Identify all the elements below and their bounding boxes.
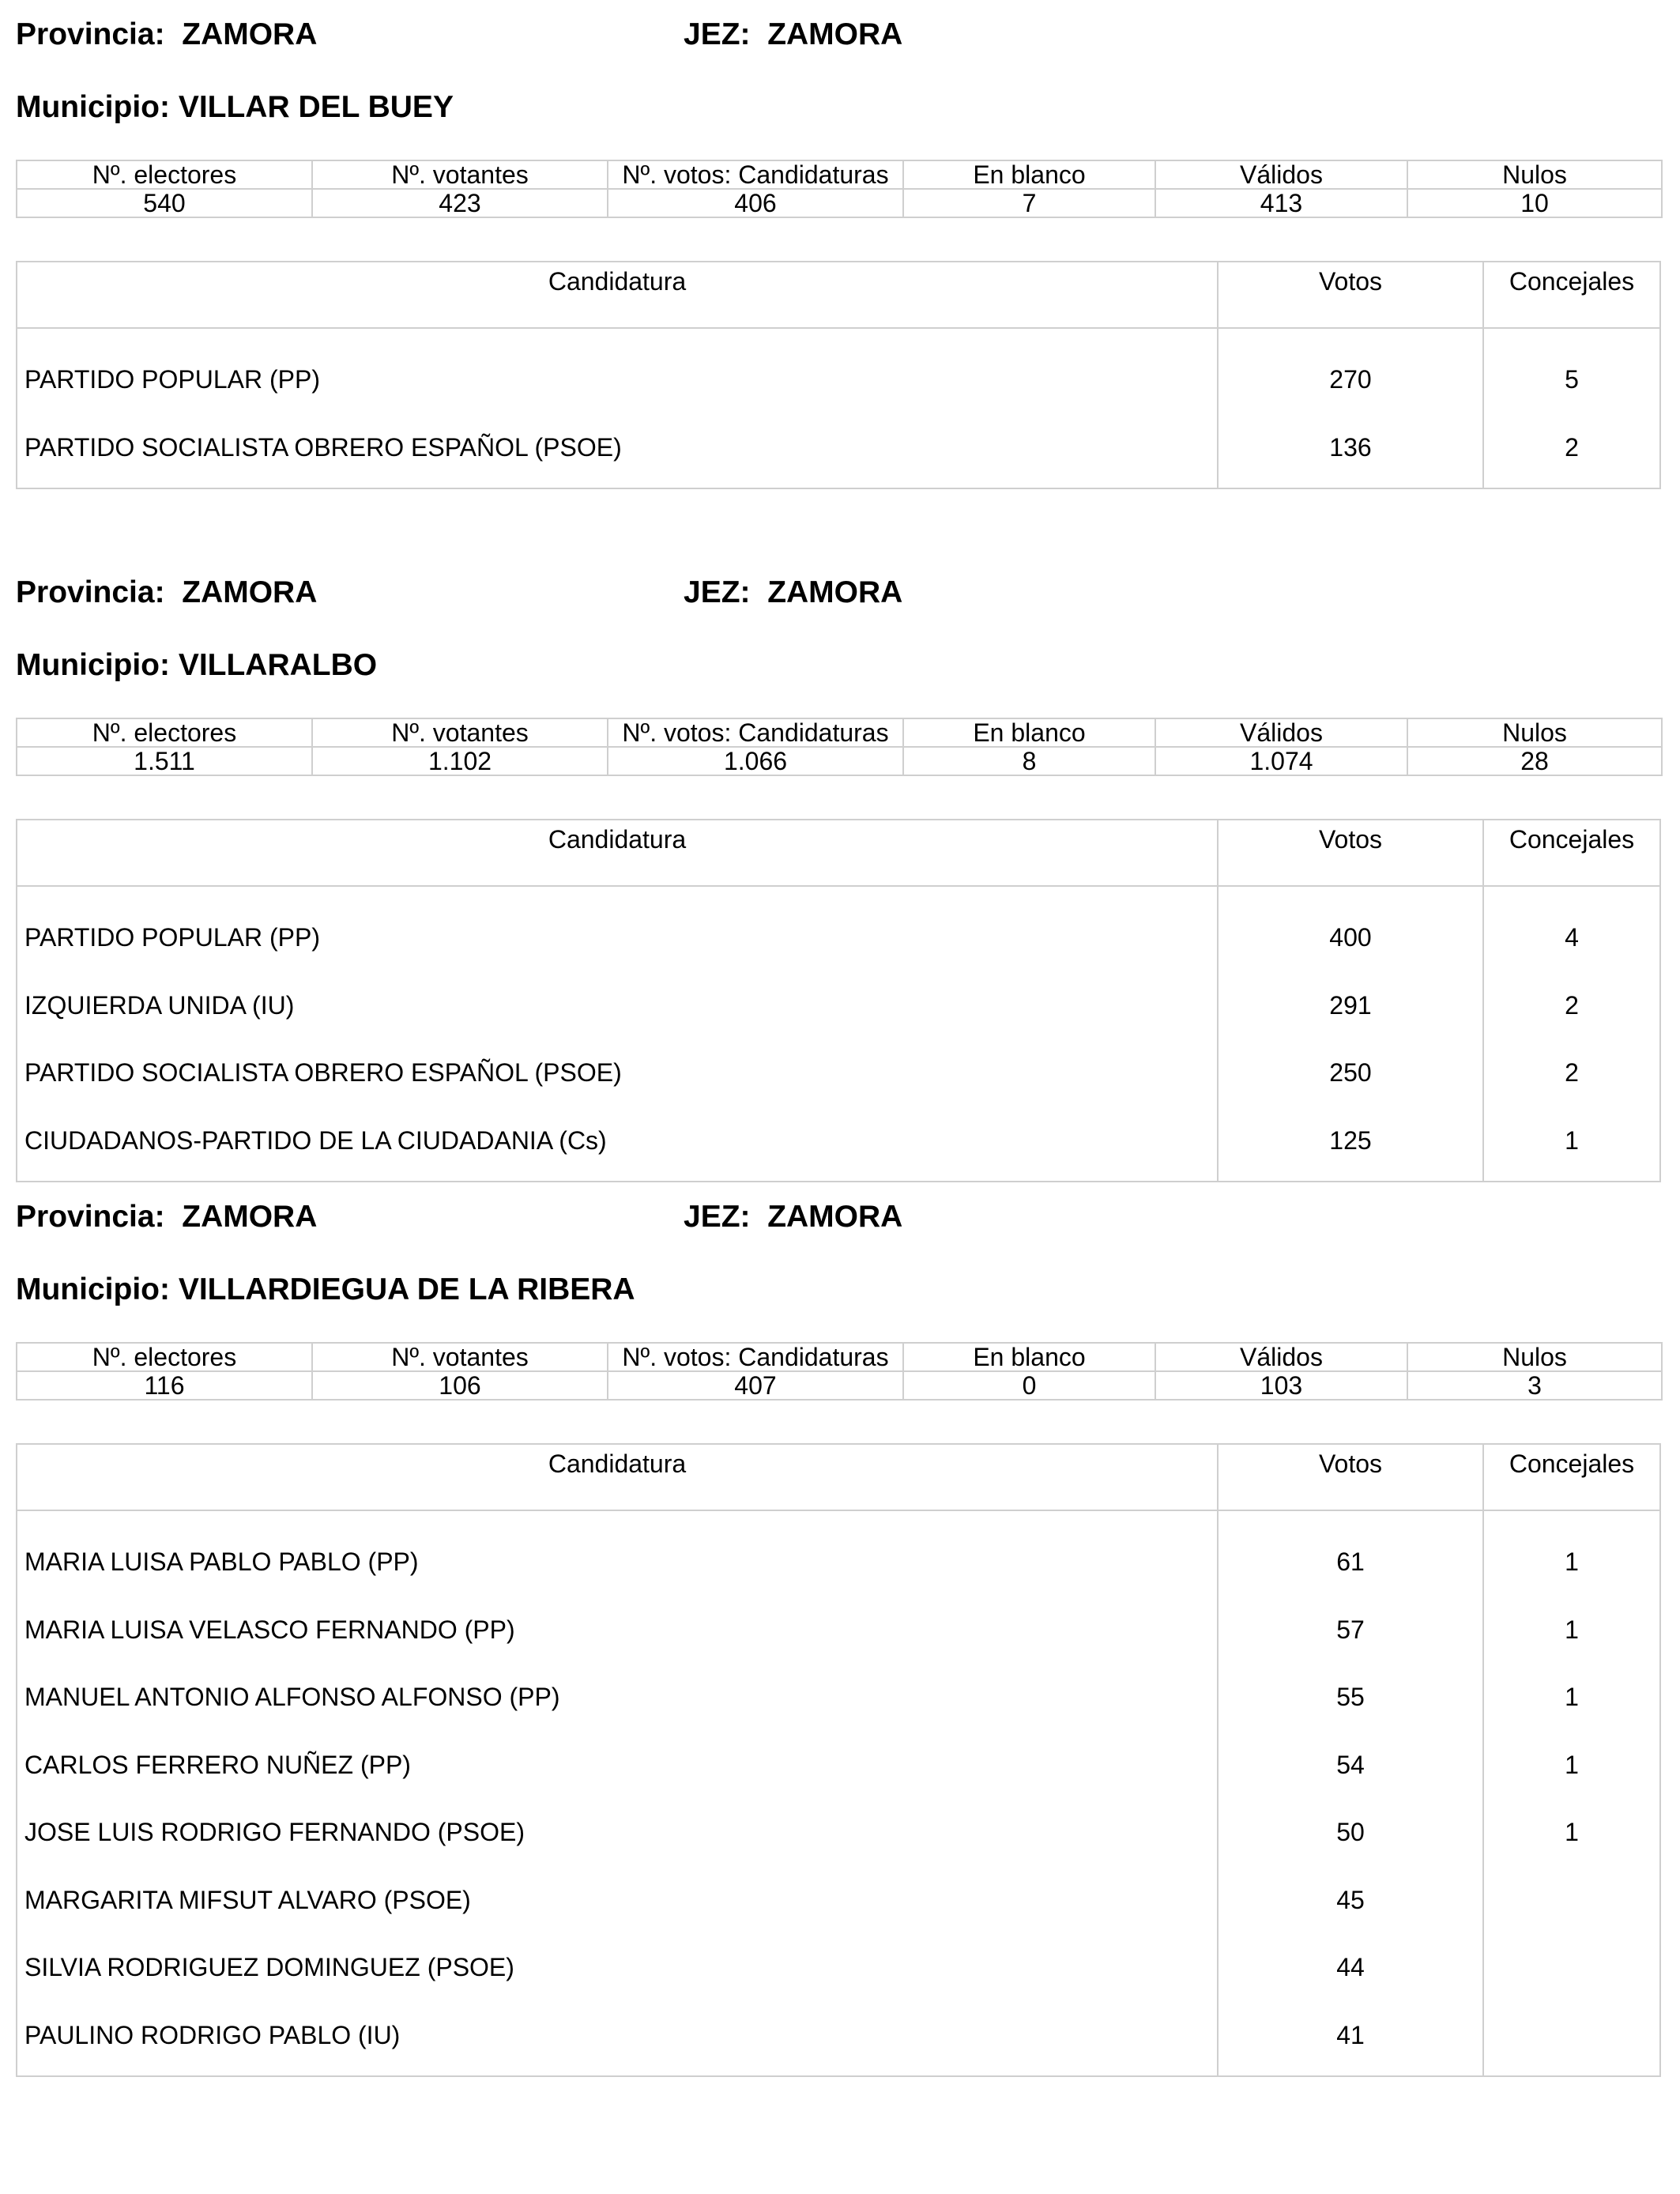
candidate-concejales: 4 <box>1565 923 1579 952</box>
stats-header: En blanco <box>903 1343 1155 1371</box>
candidate-concejales: 1 <box>1565 1615 1579 1644</box>
stats-value: 407 <box>608 1371 903 1400</box>
candidate-concejales: 1 <box>1565 1547 1579 1576</box>
stats-header: Nº. votantes <box>312 1343 608 1371</box>
stats-value: 8 <box>903 747 1155 775</box>
stats-value: 406 <box>608 189 903 217</box>
candidate-votes: 125 <box>1329 1125 1372 1155</box>
stats-header: Nº. votantes <box>312 718 608 747</box>
stats-header: Válidos <box>1155 160 1407 189</box>
candidate-votes: 44 <box>1336 1953 1365 1981</box>
stats-header: Nº. votos: Candidaturas <box>608 718 903 747</box>
candidate-name: IZQUIERDA UNIDA (IU) <box>24 990 295 1020</box>
stats-header: Nº. votantes <box>312 160 608 189</box>
candidate-concejales: 1 <box>1565 1750 1579 1779</box>
votos-header: Votos <box>1217 820 1482 885</box>
municipio-heading: Municipio: VILLARALBO <box>16 648 378 682</box>
municipio-heading: Municipio: VILLARDIEGUA DE LA RIBERA <box>16 1272 635 1306</box>
stats-value: 1.511 <box>17 747 312 775</box>
candidate-votes: 270 <box>1329 365 1372 394</box>
stats-value: 413 <box>1155 189 1407 217</box>
stats-value: 103 <box>1155 1371 1407 1400</box>
stats-header: Nº. votos: Candidaturas <box>608 160 903 189</box>
stats-header: Nulos <box>1407 1343 1662 1371</box>
stats-value: 0 <box>903 1371 1155 1400</box>
candidate-votes: 61 <box>1336 1547 1365 1576</box>
candidate-concejales <box>1484 1934 1659 2002</box>
stats-header: En blanco <box>903 718 1155 747</box>
candidate-concejales <box>1484 2002 1659 2070</box>
stats-header: Válidos <box>1155 718 1407 747</box>
stats-value: 423 <box>312 189 608 217</box>
provincia-heading: Provincia: ZAMORA <box>16 17 318 51</box>
candidate-name: MARIA LUISA VELASCO FERNANDO (PP) <box>24 1615 515 1644</box>
candidate-votes: 136 <box>1329 432 1372 462</box>
votos-header: Votos <box>1217 262 1482 327</box>
stats-value: 28 <box>1407 747 1662 775</box>
concejales-header: Concejales <box>1482 820 1659 885</box>
candidate-name: PARTIDO POPULAR (PP) <box>24 365 320 394</box>
candidate-concejales: 1 <box>1565 1683 1579 1711</box>
candidate-name: PARTIDO SOCIALISTA OBRERO ESPAÑOL (PSOE) <box>24 1058 622 1087</box>
candidatura-header: Candidatura <box>548 267 687 296</box>
candidate-name: MANUEL ANTONIO ALFONSO ALFONSO (PP) <box>24 1683 560 1711</box>
candidate-votes: 57 <box>1336 1615 1365 1644</box>
candidate-concejales: 2 <box>1565 990 1579 1020</box>
candidate-name: CIUDADANOS-PARTIDO DE LA CIUDADANIA (Cs) <box>24 1125 607 1155</box>
candidate-votes: 400 <box>1329 923 1372 952</box>
candidate-votes: 291 <box>1329 990 1372 1020</box>
candidatura-header: Candidatura <box>548 825 687 854</box>
candidate-name: PAULINO RODRIGO PABLO (IU) <box>24 2020 401 2049</box>
candidatura-table <box>16 261 1661 489</box>
stats-header: Nulos <box>1407 160 1662 189</box>
candidate-concejales: 2 <box>1565 1058 1579 1087</box>
candidate-name: CARLOS FERRERO NUÑEZ (PP) <box>24 1750 411 1779</box>
candidate-concejales: 1 <box>1565 1125 1579 1155</box>
candidatura-header: Candidatura <box>548 1449 687 1478</box>
stats-value: 1.074 <box>1155 747 1407 775</box>
candidate-concejales: 5 <box>1565 365 1579 394</box>
candidate-name: MARGARITA MIFSUT ALVARO (PSOE) <box>24 1885 471 1914</box>
candidate-votes: 41 <box>1336 2020 1365 2049</box>
stats-value: 10 <box>1407 189 1662 217</box>
candidate-name: PARTIDO SOCIALISTA OBRERO ESPAÑOL (PSOE) <box>24 432 622 462</box>
stats-value: 1.102 <box>312 747 608 775</box>
stats-value: 1.066 <box>608 747 903 775</box>
stats-header: Nº. electores <box>17 160 312 189</box>
candidate-votes: 55 <box>1336 1683 1365 1711</box>
stats-table <box>16 160 1663 218</box>
stats-header: En blanco <box>903 160 1155 189</box>
candidate-concejales: 1 <box>1565 1818 1579 1846</box>
candidatura-table <box>16 1443 1661 2077</box>
municipio-section <box>16 575 1661 1155</box>
candidate-name: SILVIA RODRIGUEZ DOMINGUEZ (PSOE) <box>24 1953 514 1981</box>
municipio-section <box>16 1200 1661 2049</box>
candidatura-table <box>16 819 1661 1182</box>
stats-value: 3 <box>1407 1371 1662 1400</box>
provincia-heading: Provincia: ZAMORA <box>16 1200 318 1234</box>
stats-table <box>16 718 1663 776</box>
stats-value: 7 <box>903 189 1155 217</box>
stats-table <box>16 1342 1663 1400</box>
stats-header: Nº. electores <box>17 718 312 747</box>
concejales-header: Concejales <box>1482 262 1659 327</box>
municipio-section <box>16 17 1661 462</box>
candidate-name: JOSE LUIS RODRIGO FERNANDO (PSOE) <box>24 1818 525 1846</box>
stats-value: 116 <box>17 1371 312 1400</box>
provincia-heading: Provincia: ZAMORA <box>16 575 318 609</box>
stats-value: 106 <box>312 1371 608 1400</box>
stats-header: Nulos <box>1407 718 1662 747</box>
stats-value: 540 <box>17 189 312 217</box>
municipio-heading: Municipio: VILLAR DEL BUEY <box>16 90 454 124</box>
stats-header: Nº. electores <box>17 1343 312 1371</box>
candidate-votes: 250 <box>1329 1058 1372 1087</box>
votos-header: Votos <box>1217 1445 1482 1510</box>
candidate-name: PARTIDO POPULAR (PP) <box>24 923 320 952</box>
candidate-concejales <box>1484 1867 1659 1935</box>
stats-header: Nº. votos: Candidaturas <box>608 1343 903 1371</box>
candidate-votes: 54 <box>1336 1750 1365 1779</box>
jez-heading: JEZ: ZAMORA <box>684 575 903 609</box>
stats-header: Válidos <box>1155 1343 1407 1371</box>
candidate-concejales: 2 <box>1565 432 1579 462</box>
candidate-name: MARIA LUISA PABLO PABLO (PP) <box>24 1547 419 1576</box>
jez-heading: JEZ: ZAMORA <box>684 1200 903 1234</box>
candidate-votes: 50 <box>1336 1818 1365 1846</box>
concejales-header: Concejales <box>1482 1445 1659 1510</box>
candidate-votes: 45 <box>1336 1885 1365 1914</box>
jez-heading: JEZ: ZAMORA <box>684 17 903 51</box>
